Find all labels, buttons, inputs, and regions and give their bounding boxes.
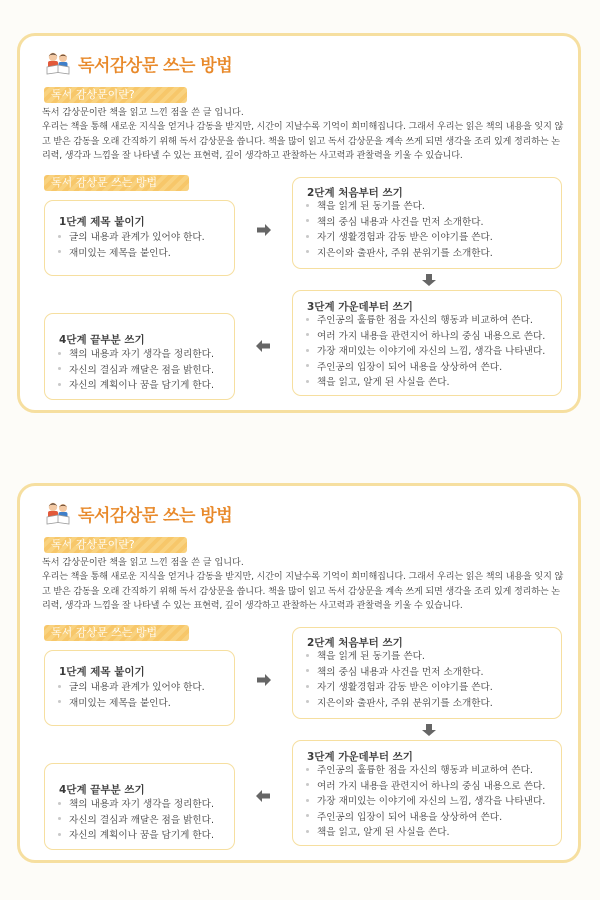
intro-paragraph: 우리는 책을 통해 새로운 지식을 얻거나 감동을 받지만, 시간이 지날수록 기억이 희미해집니다. 그래서 우리는 읽은 책의 내용을 잊지 않고 받은 감동을 오래 간직하기 위해 독서 감상문을 씁니다. 책을 많이 읽고 독서 감상문을 계속 쓰게 되면 생각을 조리 있게 정리하는 논리력, 생각과 느낌을 잘 나타낼 수 있는 표현력, 깊이 생각하고 관찰하는 사고력과 관찰력을 키울 수 있습니다. bbox=[42, 572, 564, 611]
guide-panel-2 bbox=[17, 483, 581, 863]
step-list bbox=[57, 230, 205, 261]
list-item: 책의 내용과 자기 생각을 정리한다. bbox=[57, 797, 214, 813]
bullet bbox=[58, 817, 61, 820]
bullet bbox=[306, 669, 309, 672]
list-item: 가장 재미있는 이야기에 자신의 느낌, 생각을 나타낸다. bbox=[305, 344, 545, 360]
step-list bbox=[305, 649, 493, 711]
step-list bbox=[57, 797, 214, 844]
bullet bbox=[306, 219, 309, 222]
step-title: 2단계 처음부터 쓰기 bbox=[307, 637, 403, 649]
step-title: 4단계 끝부분 쓰기 bbox=[59, 334, 145, 346]
bullet bbox=[306, 333, 309, 336]
list-item: 글의 내용과 관계가 있어야 한다. bbox=[57, 680, 205, 696]
list-item: 책을 읽고, 알게 된 사실을 쓴다. bbox=[305, 825, 545, 841]
bullet bbox=[58, 352, 61, 355]
step-card-4 bbox=[44, 763, 235, 850]
bullet bbox=[306, 768, 309, 771]
bullet bbox=[58, 700, 61, 703]
bullet bbox=[306, 685, 309, 688]
reading-children-icon bbox=[44, 499, 72, 527]
step-card-4 bbox=[44, 313, 235, 400]
step-title: 1단계 제목 붙이기 bbox=[59, 216, 145, 228]
reading-children-icon bbox=[44, 49, 72, 77]
arrow-down-icon bbox=[422, 724, 436, 736]
list-item: 책을 읽고, 알게 된 사실을 쓴다. bbox=[305, 375, 545, 391]
list-item: 자신의 결심과 깨달은 점을 밝힌다. bbox=[57, 813, 214, 829]
list-item: 지은이와 출판사, 주위 분위기를 소개한다. bbox=[305, 246, 493, 262]
list-item: 주인공의 입장이 되어 내용을 상상하여 쓴다. bbox=[305, 810, 545, 826]
step-title: 4단계 끝부분 쓰기 bbox=[59, 784, 145, 796]
step-card-1 bbox=[44, 200, 235, 276]
list-item: 자신의 결심과 깨달은 점을 밝힌다. bbox=[57, 363, 214, 379]
bullet bbox=[58, 367, 61, 370]
bullet bbox=[58, 833, 61, 836]
step-card-2 bbox=[292, 177, 562, 269]
bullet bbox=[306, 204, 309, 207]
list-item: 책의 중심 내용과 사건을 먼저 소개한다. bbox=[305, 215, 493, 231]
step-title: 1단계 제목 붙이기 bbox=[59, 666, 145, 678]
title-row bbox=[44, 498, 232, 528]
bullet bbox=[306, 380, 309, 383]
arrow-right-icon bbox=[257, 224, 271, 236]
arrow-down-icon bbox=[422, 274, 436, 286]
intro-paragraph: 우리는 책을 통해 새로운 지식을 얻거나 감동을 받지만, 시간이 지날수록 기억이 희미해집니다. 그래서 우리는 읽은 책의 내용을 잊지 않고 받은 감동을 오래 간직하기 위해 독서 감상문을 씁니다. 책을 많이 읽고 독서 감상문을 계속 쓰게 되면 생각을 조리 있게 정리하는 논리력, 생각과 느낌을 잘 나타낼 수 있는 표현력, 깊이 생각하고 관찰하는 사고력과 관찰력을 키울 수 있습니다. bbox=[42, 122, 564, 161]
bullet bbox=[306, 235, 309, 238]
list-item: 주인공의 훌륭한 점을 자신의 행동과 비교하여 쓴다. bbox=[305, 313, 545, 329]
bullet bbox=[306, 783, 309, 786]
step-list bbox=[305, 313, 545, 391]
bullet bbox=[58, 235, 61, 238]
step-card-1 bbox=[44, 650, 235, 726]
bullet bbox=[58, 383, 61, 386]
step-title: 3단계 가운데부터 쓰기 bbox=[307, 301, 413, 313]
bullet bbox=[306, 700, 309, 703]
bullet bbox=[306, 349, 309, 352]
step-list bbox=[305, 763, 545, 841]
section-header-what: 독서 감상문이란? bbox=[44, 87, 187, 103]
list-item: 여러 가지 내용을 관련지어 하나의 중심 내용으로 쓴다. bbox=[305, 329, 545, 345]
title-row bbox=[44, 48, 232, 78]
page-title: 독서감상문 쓰는 방법 bbox=[78, 505, 233, 526]
step-title: 2단계 처음부터 쓰기 bbox=[307, 187, 403, 199]
list-item: 자신의 계획이나 꿈을 담기게 한다. bbox=[57, 378, 214, 394]
list-item: 자신의 계획이나 꿈을 담기게 한다. bbox=[57, 828, 214, 844]
page-title: 독서감상문 쓰는 방법 bbox=[78, 55, 233, 76]
list-item: 주인공의 훌륭한 점을 자신의 행동과 비교하여 쓴다. bbox=[305, 763, 545, 779]
list-item: 책을 읽게 된 동기를 쓴다. bbox=[305, 199, 493, 215]
step-card-2 bbox=[292, 627, 562, 719]
guide-panel-1 bbox=[17, 33, 581, 413]
section-header-what: 독서 감상문이란? bbox=[44, 537, 187, 553]
list-item: 주인공의 입장이 되어 내용을 상상하여 쓴다. bbox=[305, 360, 545, 376]
list-item: 자기 생활경험과 감동 받은 이야기를 쓴다. bbox=[305, 680, 493, 696]
bullet bbox=[306, 799, 309, 802]
list-item: 여러 가지 내용을 관련지어 하나의 중심 내용으로 쓴다. bbox=[305, 779, 545, 795]
bullet bbox=[306, 250, 309, 253]
step-list bbox=[57, 347, 214, 394]
list-item: 재미있는 제목을 붙인다. bbox=[57, 246, 205, 262]
intro-sentence: 독서 감상문이란 책을 읽고 느낀 점을 쓴 글 입니다. bbox=[42, 108, 244, 118]
arrow-left-icon bbox=[256, 790, 270, 802]
bullet bbox=[58, 802, 61, 805]
step-list bbox=[57, 680, 205, 711]
list-item: 재미있는 제목을 붙인다. bbox=[57, 696, 205, 712]
list-item: 책의 내용과 자기 생각을 정리한다. bbox=[57, 347, 214, 363]
list-item: 지은이와 출판사, 주위 분위기를 소개한다. bbox=[305, 696, 493, 712]
section-header-how: 독서 감상문 쓰는 방법 bbox=[44, 175, 189, 191]
step-title: 3단계 가운데부터 쓰기 bbox=[307, 751, 413, 763]
list-item: 가장 재미있는 이야기에 자신의 느낌, 생각을 나타낸다. bbox=[305, 794, 545, 810]
list-item: 책의 중심 내용과 사건을 먼저 소개한다. bbox=[305, 665, 493, 681]
bullet bbox=[306, 654, 309, 657]
arrow-right-icon bbox=[257, 674, 271, 686]
bullet bbox=[58, 685, 61, 688]
bullet bbox=[58, 250, 61, 253]
step-card-3 bbox=[292, 740, 562, 846]
bullet bbox=[306, 364, 309, 367]
bullet bbox=[306, 318, 309, 321]
arrow-left-icon bbox=[256, 340, 270, 352]
intro-sentence: 독서 감상문이란 책을 읽고 느낀 점을 쓴 글 입니다. bbox=[42, 558, 244, 568]
list-item: 글의 내용과 관계가 있어야 한다. bbox=[57, 230, 205, 246]
step-card-3 bbox=[292, 290, 562, 396]
step-list bbox=[305, 199, 493, 261]
list-item: 책을 읽게 된 동기를 쓴다. bbox=[305, 649, 493, 665]
bullet bbox=[306, 814, 309, 817]
bullet bbox=[306, 830, 309, 833]
section-header-how: 독서 감상문 쓰는 방법 bbox=[44, 625, 189, 641]
list-item: 자기 생활경험과 감동 받은 이야기를 쓴다. bbox=[305, 230, 493, 246]
